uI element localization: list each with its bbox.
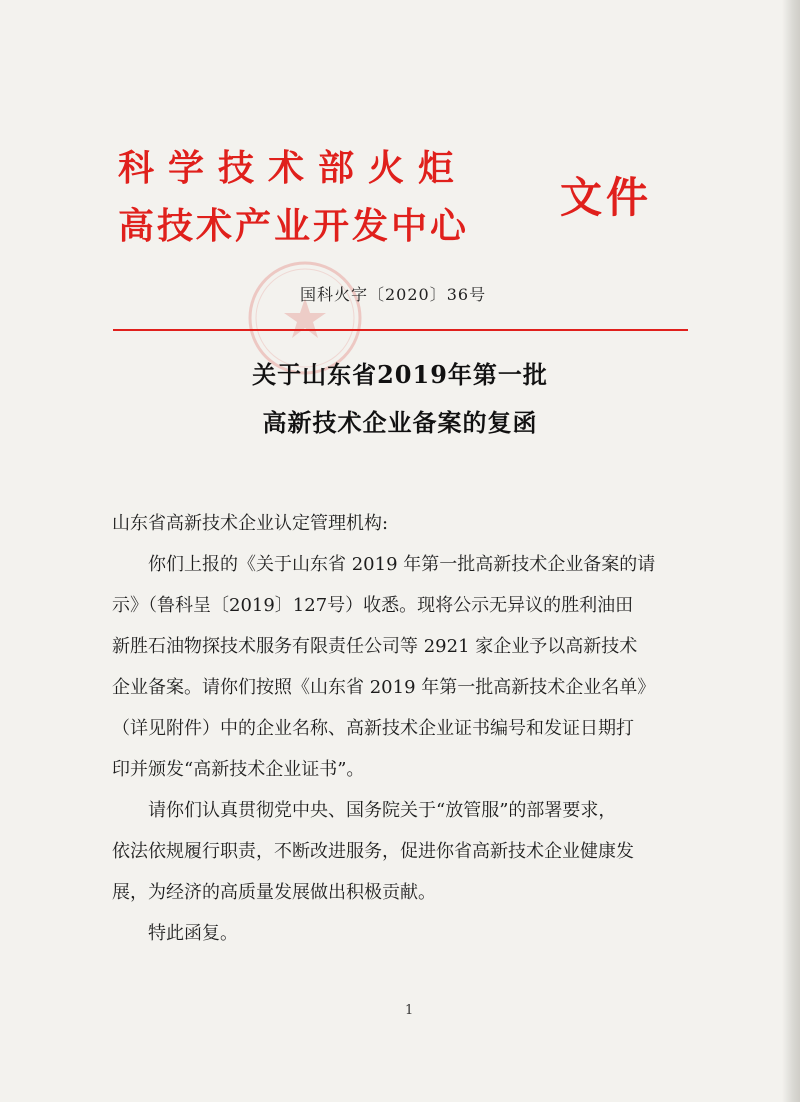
document-type-label: 文件 [560, 173, 653, 222]
header-divider [113, 329, 688, 331]
issuing-organization [118, 140, 538, 256]
page-number: 1 [405, 1003, 414, 1018]
paragraph-line: 展，为经济的高质量发展做出积极贡献。 [112, 882, 436, 903]
paragraph-line: 印并颁发“高新技术企业证书”。 [112, 759, 365, 780]
org-name-line-2: 高技术产业开发中心 [118, 206, 470, 247]
paragraph-line: 新胜石油物探技术服务有限责任公司等 2921 家企业予以高新技术 [112, 636, 638, 657]
scan-edge [782, 0, 800, 1102]
paragraph-line: 你们上报的《关于山东省 2019 年第一批高新技术企业备案的请 [148, 554, 656, 575]
paragraph-line: 示》（鲁科呈〔2019〕127号）收悉。现将公示无异议的胜利油田 [112, 595, 634, 616]
org-name-line-1: 科学技术部火炬 [118, 148, 469, 189]
closing-line [112, 913, 696, 954]
paragraph-line: （详见附件）中的企业名称、高新技术企业证书编号和发证日期打 [112, 718, 634, 739]
paragraph-2 [112, 790, 696, 913]
document-title-line-2: 高新技术企业备案的复函 [262, 408, 538, 437]
paragraph-line: 依法依规履行职责，不断改进服务，促进你省高新技术企业健康发 [112, 841, 634, 862]
paragraph-line: 企业备案。请你们按照《山东省 2019 年第一批高新技术企业名单》 [112, 677, 656, 698]
salutation: 山东省高新技术企业认定管理机构: [112, 513, 389, 534]
paragraph-line: 特此函复。 [148, 923, 238, 944]
paragraph-1 [112, 544, 696, 790]
document-title-line-1: 关于山东省2019年第一批 [252, 360, 548, 389]
paragraph-line: 请你们认真贯彻党中央、国务院关于“放管服”的部署要求， [148, 800, 617, 821]
document-number: 国科火字〔2020〕36号 [300, 285, 487, 304]
